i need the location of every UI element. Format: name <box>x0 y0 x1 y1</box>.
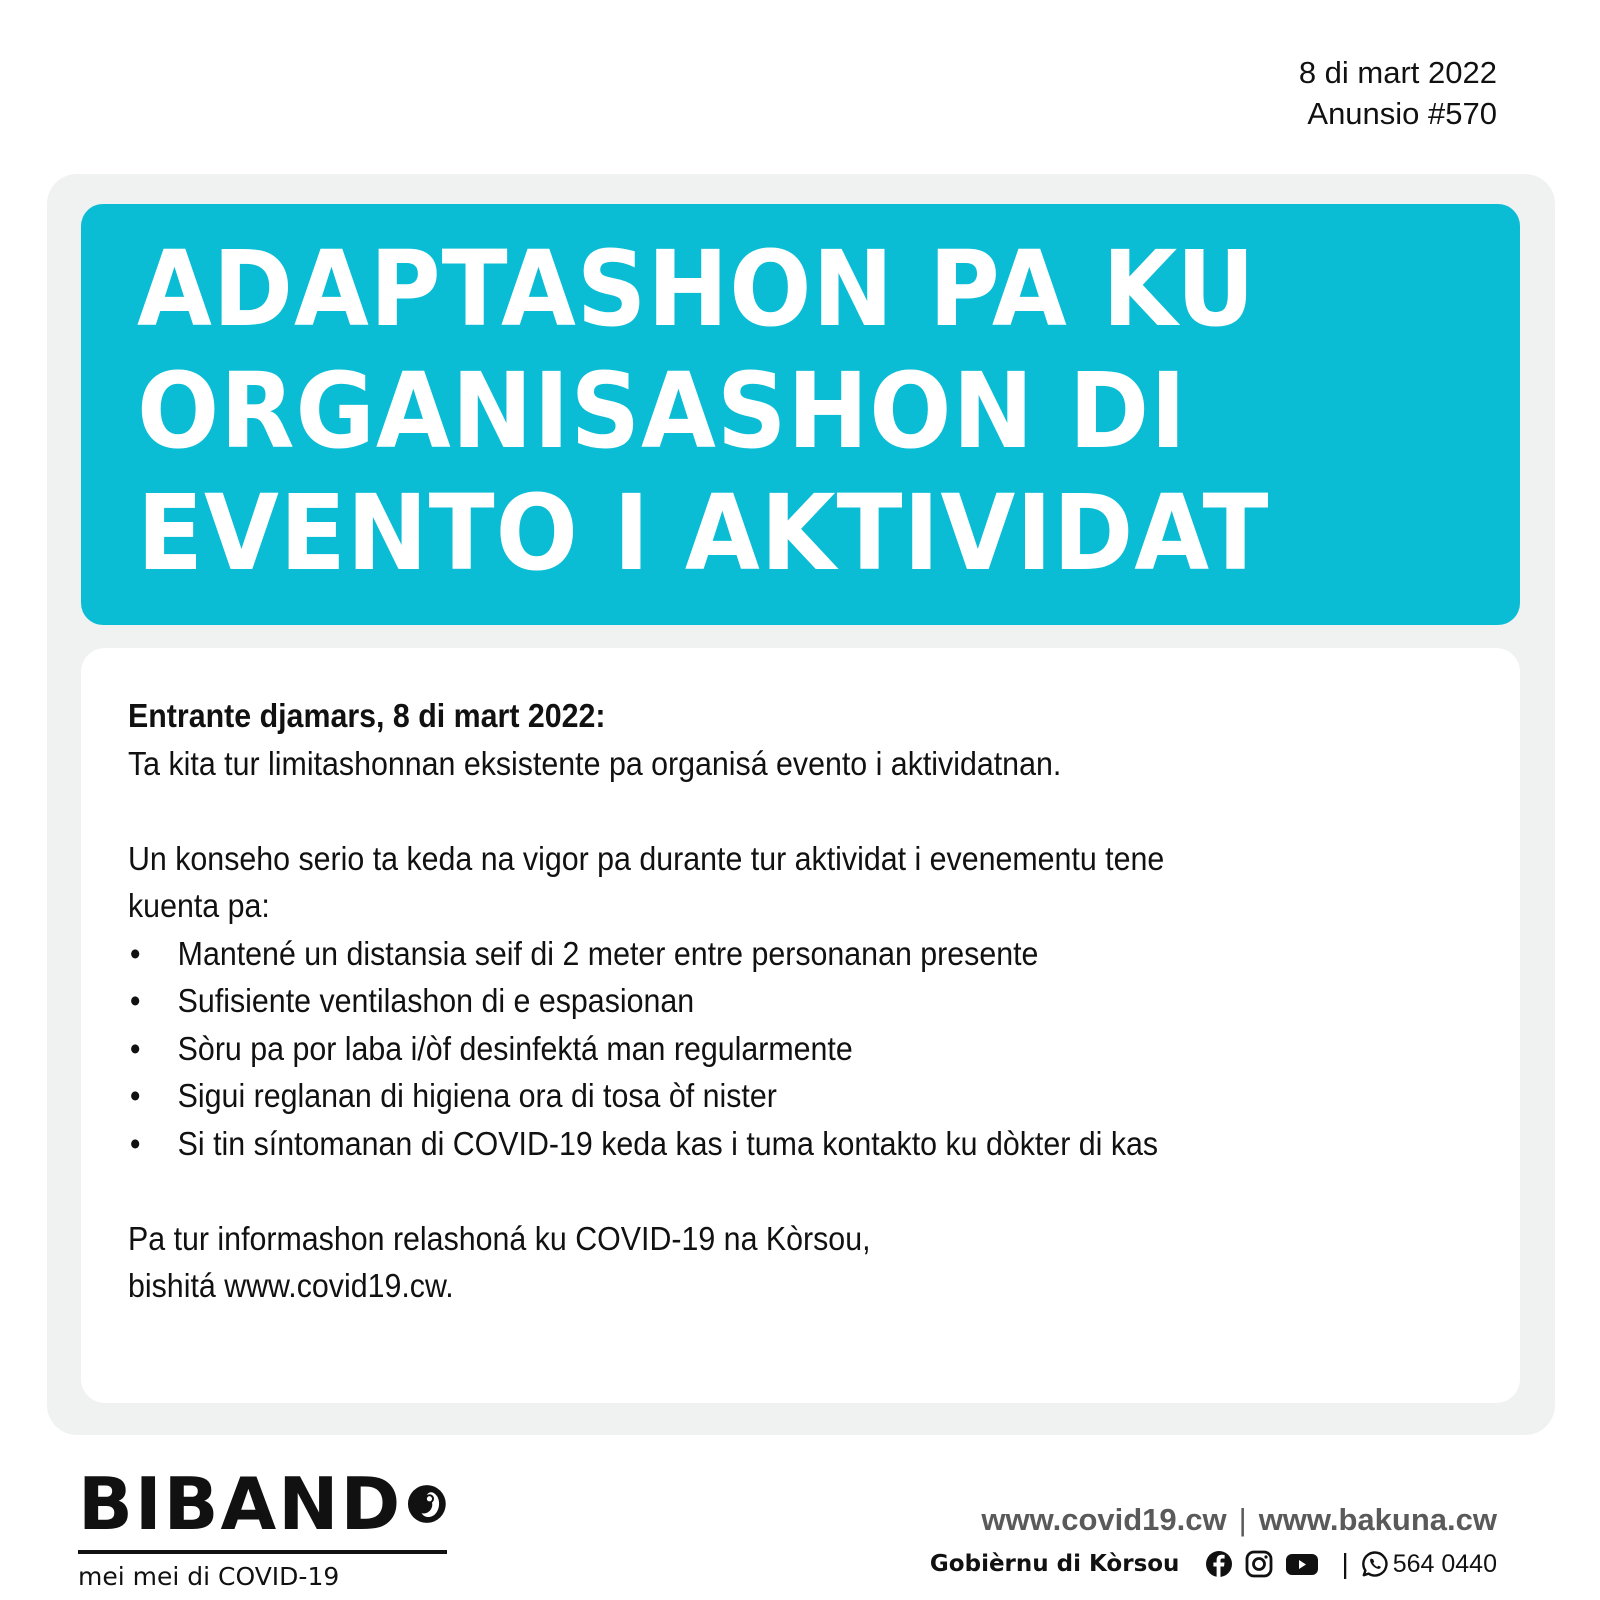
announcement-number: Anunsio #570 <box>1307 96 1497 131</box>
bullet-icon: • <box>129 1077 141 1114</box>
whatsapp-icon <box>1361 1550 1389 1578</box>
logo-divider <box>78 1550 447 1554</box>
footer-links <box>930 1502 1497 1538</box>
list-item <box>128 1072 1164 1120</box>
info-text-cont: bishitá www.covid19.cw. <box>128 1267 454 1304</box>
list-item-text: Mantené un distansia seif di 2 meter entre personanan presente <box>177 934 1039 972</box>
title-line: EVENTO I AKTIVIDAT <box>137 472 1270 594</box>
list-item <box>128 1120 1164 1168</box>
instagram-icon[interactable] <box>1245 1550 1273 1578</box>
advice-text-cont: kuenta pa: <box>128 887 270 924</box>
announcement-meta <box>1299 52 1497 134</box>
title-line: ADAPTASHON PA KU <box>137 228 1256 350</box>
logo-wordmark <box>78 1462 448 1546</box>
bullet-icon: • <box>129 1124 141 1162</box>
announcement-date: 8 di mart 2022 <box>1298 55 1497 90</box>
announcement-body <box>128 692 1164 1310</box>
page-title <box>137 228 1269 594</box>
logo-swirl-icon <box>406 1472 448 1536</box>
bakuna-link[interactable]: www.bakuna.cw <box>1258 1502 1497 1537</box>
facebook-icon[interactable] <box>1205 1550 1233 1578</box>
bullet-icon: • <box>129 934 141 972</box>
bibando-logo <box>78 1462 448 1591</box>
covid19-link[interactable]: www.covid19.cw <box>981 1502 1227 1537</box>
logo-tagline: mei mei di COVID-19 <box>78 1562 340 1591</box>
lead-heading: Entrante djamars, 8 di mart 2022: <box>128 697 606 734</box>
logo-wordmark-text: BIBAND <box>78 1462 403 1546</box>
bullet-icon: • <box>129 1029 141 1067</box>
list-item <box>128 1025 1164 1073</box>
list-item <box>128 930 1164 978</box>
announcement-card <box>81 648 1520 1403</box>
whatsapp-phone[interactable]: 564 0440 <box>1392 1549 1497 1578</box>
advice-list <box>128 930 1164 1168</box>
footer <box>930 1502 1497 1580</box>
list-item-text: Sufisiente ventilashon di e espasionan <box>177 982 695 1019</box>
title-banner <box>81 204 1520 625</box>
info-text: Pa tur informashon relashoná ku COVID-19 na Kòrsou, <box>128 1219 871 1257</box>
link-separator: | <box>1238 1502 1247 1537</box>
contact-separator: | <box>1341 1548 1349 1579</box>
title-line: ORGANISASHON DI <box>137 350 1188 472</box>
youtube-icon[interactable] <box>1285 1550 1319 1578</box>
list-item <box>128 977 1164 1025</box>
list-item-text: Sigui reglanan di higiena ora di tosa òf nister <box>177 1077 777 1114</box>
bullet-icon: • <box>129 982 141 1019</box>
list-item-text: Sòru pa por laba i/òf desinfektá man regularmente <box>177 1029 853 1067</box>
list-item-text: Si tin síntomanan di COVID-19 keda kas i tuma kontakto ku dòkter di kas <box>177 1124 1159 1162</box>
intro-text: Ta kita tur limitashonnan eksistente pa organisá evento i aktividatnan. <box>128 744 1062 782</box>
government-name: Gobièrnu di Kòrsou <box>929 1551 1180 1577</box>
footer-contact-row <box>930 1548 1497 1580</box>
advice-text: Un konseho serio ta keda na vigor pa durante tur aktividat i evenementu tene <box>128 839 1165 877</box>
